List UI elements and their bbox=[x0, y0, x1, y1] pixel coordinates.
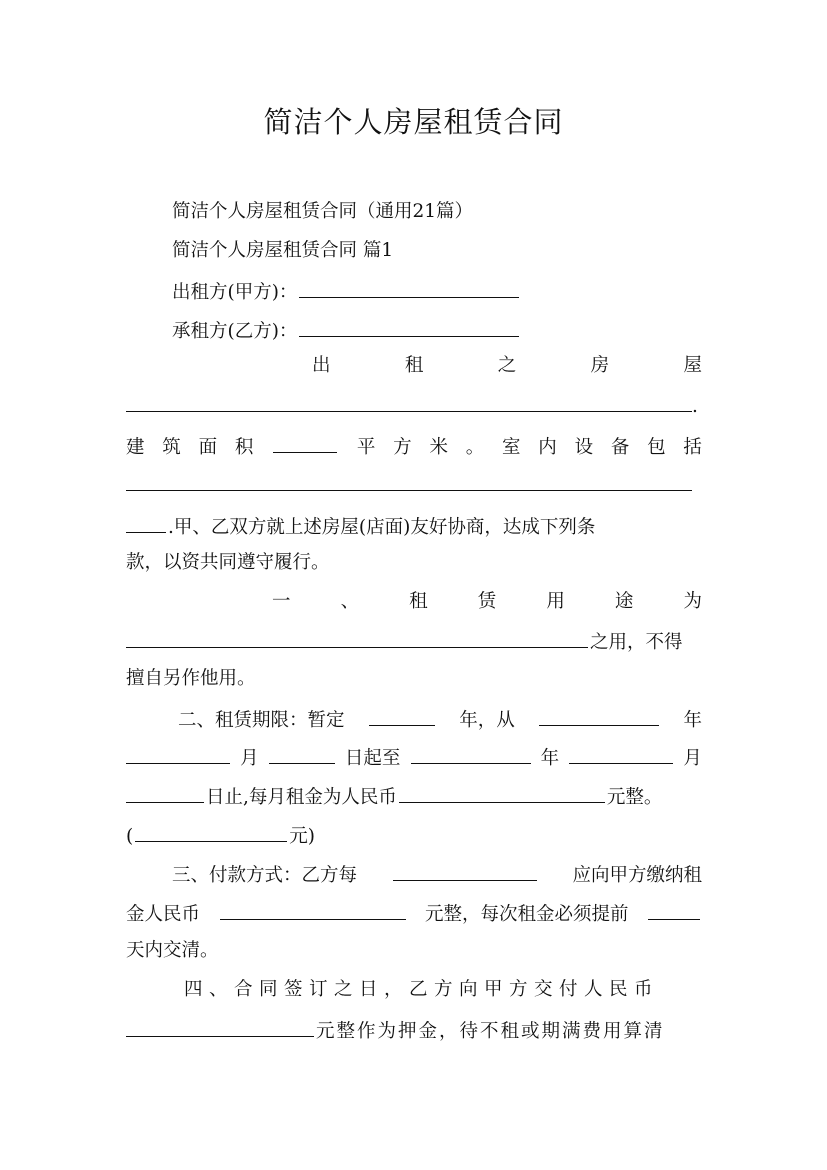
term-text: 月 bbox=[240, 748, 259, 769]
term-text: 年，从 bbox=[459, 710, 515, 731]
lessor-line bbox=[172, 277, 702, 306]
area-unit-word: 平 bbox=[356, 437, 376, 458]
agree-cont-line: 款，以资共同遵守履行。 bbox=[126, 552, 330, 573]
end-month-blank[interactable] bbox=[569, 743, 673, 764]
use-tail: 之用，不得 bbox=[590, 632, 683, 653]
area-unit-word: 方 bbox=[393, 437, 412, 458]
rent-figure-blank[interactable] bbox=[135, 821, 287, 842]
area-word: 建 bbox=[126, 437, 145, 458]
term-line-1 bbox=[178, 705, 702, 734]
area-blank[interactable] bbox=[273, 432, 337, 453]
term-text: 日起至 bbox=[344, 748, 401, 769]
end-day-blank[interactable] bbox=[126, 782, 204, 803]
pay-line-2 bbox=[126, 899, 702, 928]
start-year-blank[interactable] bbox=[539, 705, 659, 726]
use-cont-line: 擅自另作他用。 bbox=[126, 668, 256, 689]
pay-line-1 bbox=[172, 860, 702, 889]
use-word: 途 bbox=[614, 591, 634, 612]
use-word: 赁 bbox=[477, 591, 497, 612]
lessor-blank[interactable] bbox=[299, 277, 519, 298]
term-text: 月 bbox=[683, 748, 702, 769]
house-word: 租 bbox=[404, 355, 424, 376]
start-day-blank[interactable] bbox=[269, 743, 335, 764]
deposit-text: 元整作为押金，待不租或期满费用算清 bbox=[316, 1021, 665, 1042]
house-address-blank[interactable] bbox=[126, 411, 692, 412]
house-heading-line bbox=[312, 353, 702, 379]
end-year-blank[interactable] bbox=[411, 743, 531, 764]
area-unit-word: 内 bbox=[538, 437, 557, 458]
document-title: 简洁个人房屋租赁合同 bbox=[263, 105, 564, 139]
term-text: ( bbox=[126, 826, 134, 847]
monthly-rent-blank[interactable] bbox=[399, 782, 605, 803]
pay-amount-blank[interactable] bbox=[220, 899, 406, 920]
agree-text: .甲、乙双方就上述房屋(店面)友好协商，达成下列条 bbox=[168, 517, 596, 538]
term-text: 元) bbox=[289, 826, 315, 847]
term-line-2 bbox=[126, 743, 702, 772]
term-line-3 bbox=[126, 782, 702, 811]
agree-line bbox=[126, 512, 702, 541]
area-unit-word: 。 bbox=[465, 437, 485, 458]
term-text: 年 bbox=[540, 748, 560, 769]
lessee-line bbox=[172, 316, 702, 345]
pay-text: 三、付款方式：乙方每 bbox=[172, 865, 358, 886]
term-years-blank[interactable] bbox=[369, 705, 435, 726]
use-blank[interactable] bbox=[126, 627, 588, 648]
use-word: 一 bbox=[272, 591, 291, 612]
use-word: 租 bbox=[409, 591, 428, 612]
lessee-label: 承租方(乙方)： bbox=[172, 321, 298, 342]
pay-text: 金人民币 bbox=[126, 904, 201, 925]
start-month-blank[interactable] bbox=[126, 743, 230, 764]
area-unit-word: 室 bbox=[502, 437, 521, 458]
area-unit-word: 米 bbox=[429, 437, 448, 458]
chapter-line: 简洁个人房屋租赁合同 篇1 bbox=[172, 240, 394, 261]
deposit-amount-blank[interactable] bbox=[126, 1016, 314, 1037]
lessee-blank[interactable] bbox=[299, 316, 519, 337]
term-text: 二、租赁期限：暂定 bbox=[178, 710, 345, 731]
period-mark: . bbox=[692, 396, 698, 417]
term-text: 元整。 bbox=[606, 787, 663, 808]
deposit-line-1: 四、合同签订之日，乙方向甲方交付人民币 bbox=[184, 979, 660, 1000]
house-word: 出 bbox=[312, 355, 331, 376]
pay-days-blank[interactable] bbox=[648, 899, 700, 920]
area-word: 面 bbox=[198, 437, 218, 458]
lessor-label: 出租方(甲方)： bbox=[172, 282, 298, 303]
pay-text: 应向甲方缴纳租 bbox=[572, 865, 702, 886]
term-line-4 bbox=[126, 821, 702, 850]
equipment-blank[interactable] bbox=[126, 490, 692, 491]
area-unit-word: 备 bbox=[610, 437, 630, 458]
term-text: 日止,每月租金为人民币 bbox=[206, 787, 397, 808]
area-unit-word: 括 bbox=[683, 437, 702, 458]
use-word: 、 bbox=[340, 591, 360, 612]
equipment-blank-end[interactable] bbox=[126, 512, 166, 533]
term-text: 年 bbox=[683, 710, 702, 731]
area-line bbox=[126, 432, 702, 461]
house-word: 屋 bbox=[683, 355, 702, 376]
area-word: 筑 bbox=[162, 437, 181, 458]
pay-period-blank[interactable] bbox=[393, 860, 537, 881]
pay-text: 元整，每次租金必须提前 bbox=[424, 904, 629, 925]
pay-line-3: 天内交清。 bbox=[126, 940, 219, 961]
house-word: 房 bbox=[590, 355, 610, 376]
use-word: 用 bbox=[546, 591, 565, 612]
deposit-line-2 bbox=[126, 1016, 702, 1045]
subtitle-line: 简洁个人房屋租赁合同（通用21篇） bbox=[172, 201, 474, 222]
use-line bbox=[126, 627, 702, 656]
area-unit-word: 设 bbox=[574, 437, 594, 458]
house-word: 之 bbox=[497, 355, 517, 376]
area-unit-word: 包 bbox=[647, 437, 666, 458]
use-word: 为 bbox=[683, 591, 702, 612]
area-word: 积 bbox=[234, 437, 254, 458]
use-heading-line bbox=[272, 589, 702, 615]
